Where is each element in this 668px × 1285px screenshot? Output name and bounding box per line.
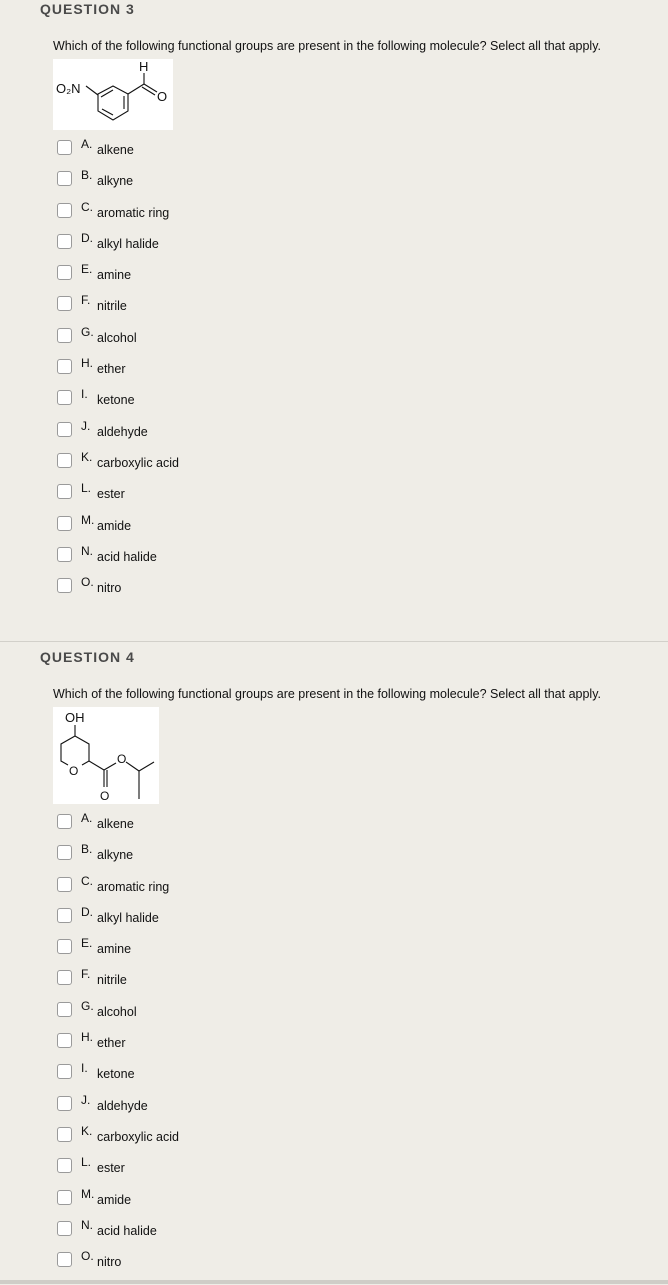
option-label[interactable]: acid halide — [97, 549, 157, 564]
option-checkbox[interactable] — [57, 1127, 72, 1142]
molecule-structure-image — [53, 707, 159, 804]
option-letter: A. — [81, 811, 93, 825]
option-checkbox[interactable] — [57, 328, 72, 343]
option-label[interactable]: amine — [97, 268, 132, 283]
option-checkbox[interactable] — [57, 484, 72, 499]
option-label[interactable]: ether — [97, 1036, 126, 1051]
option-checkbox[interactable] — [57, 814, 72, 829]
aldehyde-o-label: O — [157, 89, 168, 104]
option-letter: C. — [81, 199, 93, 214]
option-letter: I. — [81, 1061, 88, 1076]
option-checkbox[interactable] — [57, 390, 72, 405]
option-letter: B. — [81, 168, 93, 183]
option-letter: G. — [81, 998, 94, 1013]
option-checkbox[interactable] — [57, 203, 72, 218]
option-label[interactable]: acid halide — [97, 1223, 157, 1238]
option-checkbox[interactable] — [57, 939, 72, 954]
option-letter: J. — [81, 1092, 91, 1107]
option-letter: O. — [81, 575, 94, 590]
option-checkbox[interactable] — [57, 516, 72, 531]
option-letter: B. — [81, 842, 93, 857]
option-letter: N. — [81, 1217, 93, 1232]
option-checkbox[interactable] — [57, 1190, 72, 1205]
question-4 — [0, 641, 668, 1285]
option-checkbox[interactable] — [57, 1221, 72, 1236]
option-letter: F. — [81, 967, 91, 982]
option-checkbox[interactable] — [57, 422, 72, 437]
option-checkbox[interactable] — [57, 359, 72, 374]
option-label[interactable]: aldehyde — [97, 1098, 148, 1113]
option-label[interactable]: alkyl halide — [97, 236, 159, 251]
option-label[interactable]: nitro — [97, 1255, 122, 1270]
carbonyl-oxygen-label: O — [100, 789, 110, 803]
option-label[interactable]: nitro — [97, 581, 122, 596]
option-label[interactable]: ester — [97, 1161, 125, 1176]
aldehyde-h-label: H — [139, 59, 149, 74]
question-3 — [0, 0, 668, 641]
option-letter: H. — [81, 1030, 93, 1045]
option-checkbox[interactable] — [57, 1096, 72, 1111]
option-checkbox[interactable] — [57, 140, 72, 155]
option-label[interactable]: alcohol — [97, 330, 137, 345]
hydroxyl-label: OH — [65, 710, 85, 725]
option-checkbox[interactable] — [57, 265, 72, 280]
option-checkbox[interactable] — [57, 1252, 72, 1267]
nitrobenzaldehyde-structure — [53, 59, 173, 130]
question-prompt: Which of the following functional groups are present in the following molecule? Select all that apply. — [53, 39, 601, 53]
option-label[interactable]: nitrile — [97, 299, 127, 314]
option-letter: E. — [81, 262, 93, 277]
option-letter: A. — [81, 137, 93, 151]
question-title: QUESTION 3 — [40, 1, 135, 17]
question-prompt: Which of the following functional groups are present in the following molecule? Select all that apply. — [53, 687, 601, 701]
option-checkbox[interactable] — [57, 578, 72, 593]
option-checkbox[interactable] — [57, 234, 72, 249]
option-letter: N. — [81, 543, 93, 558]
question-title: QUESTION 4 — [40, 649, 135, 665]
option-checkbox[interactable] — [57, 970, 72, 985]
option-label[interactable]: alkyl halide — [97, 910, 159, 925]
option-checkbox[interactable] — [57, 1158, 72, 1173]
option-letter: D. — [81, 904, 93, 919]
option-letter: D. — [81, 230, 93, 245]
option-checkbox[interactable] — [57, 1002, 72, 1017]
option-label[interactable]: alkyne — [97, 848, 134, 863]
option-label[interactable]: aromatic ring — [97, 879, 170, 894]
option-label[interactable]: carboxylic acid — [97, 1129, 179, 1144]
option-letter: G. — [81, 324, 94, 339]
option-label[interactable]: amide — [97, 518, 132, 533]
option-letter: I. — [81, 387, 88, 402]
option-letter: K. — [81, 1123, 93, 1138]
nitro-substituent-label: O₂N — [56, 81, 81, 96]
option-label[interactable]: ketone — [97, 393, 135, 408]
option-letter: J. — [81, 418, 91, 433]
option-checkbox[interactable] — [57, 908, 72, 923]
option-checkbox[interactable] — [57, 845, 72, 860]
option-label[interactable]: ketone — [97, 1067, 135, 1082]
option-label[interactable]: alkene — [97, 143, 134, 157]
option-label[interactable]: alkene — [97, 817, 134, 831]
option-checkbox[interactable] — [57, 171, 72, 186]
option-label[interactable]: carboxylic acid — [97, 455, 179, 470]
option-checkbox[interactable] — [57, 1064, 72, 1079]
option-label[interactable]: amine — [97, 942, 132, 957]
molecule-structure-image — [53, 59, 173, 130]
hydroxy-oxane-ester-structure — [53, 707, 159, 804]
option-checkbox[interactable] — [57, 296, 72, 311]
option-checkbox[interactable] — [57, 877, 72, 892]
option-letter: H. — [81, 356, 93, 371]
option-label[interactable]: aromatic ring — [97, 205, 170, 220]
option-label[interactable]: ester — [97, 487, 125, 502]
option-letter: L. — [81, 481, 92, 496]
ester-oxygen-label: O — [117, 752, 127, 766]
option-letter: M. — [81, 1186, 95, 1201]
option-letter: C. — [81, 873, 93, 888]
option-label[interactable]: ether — [97, 362, 126, 377]
page-bottom-divider — [0, 1280, 668, 1284]
option-letter: F. — [81, 293, 91, 308]
option-letter: K. — [81, 449, 93, 464]
option-label[interactable]: amide — [97, 1192, 132, 1207]
option-label[interactable]: aldehyde — [97, 424, 148, 439]
option-label[interactable]: nitrile — [97, 973, 127, 988]
option-letter: E. — [81, 936, 93, 951]
option-checkbox[interactable] — [57, 1033, 72, 1048]
option-letter: O. — [81, 1249, 94, 1264]
option-checkbox[interactable] — [57, 453, 72, 468]
option-label[interactable]: alkyne — [97, 174, 134, 189]
option-label[interactable]: alcohol — [97, 1004, 137, 1019]
option-checkbox[interactable] — [57, 547, 72, 562]
option-letter: L. — [81, 1155, 92, 1170]
ring-oxygen-label: O — [69, 764, 79, 778]
option-letter: M. — [81, 512, 95, 527]
